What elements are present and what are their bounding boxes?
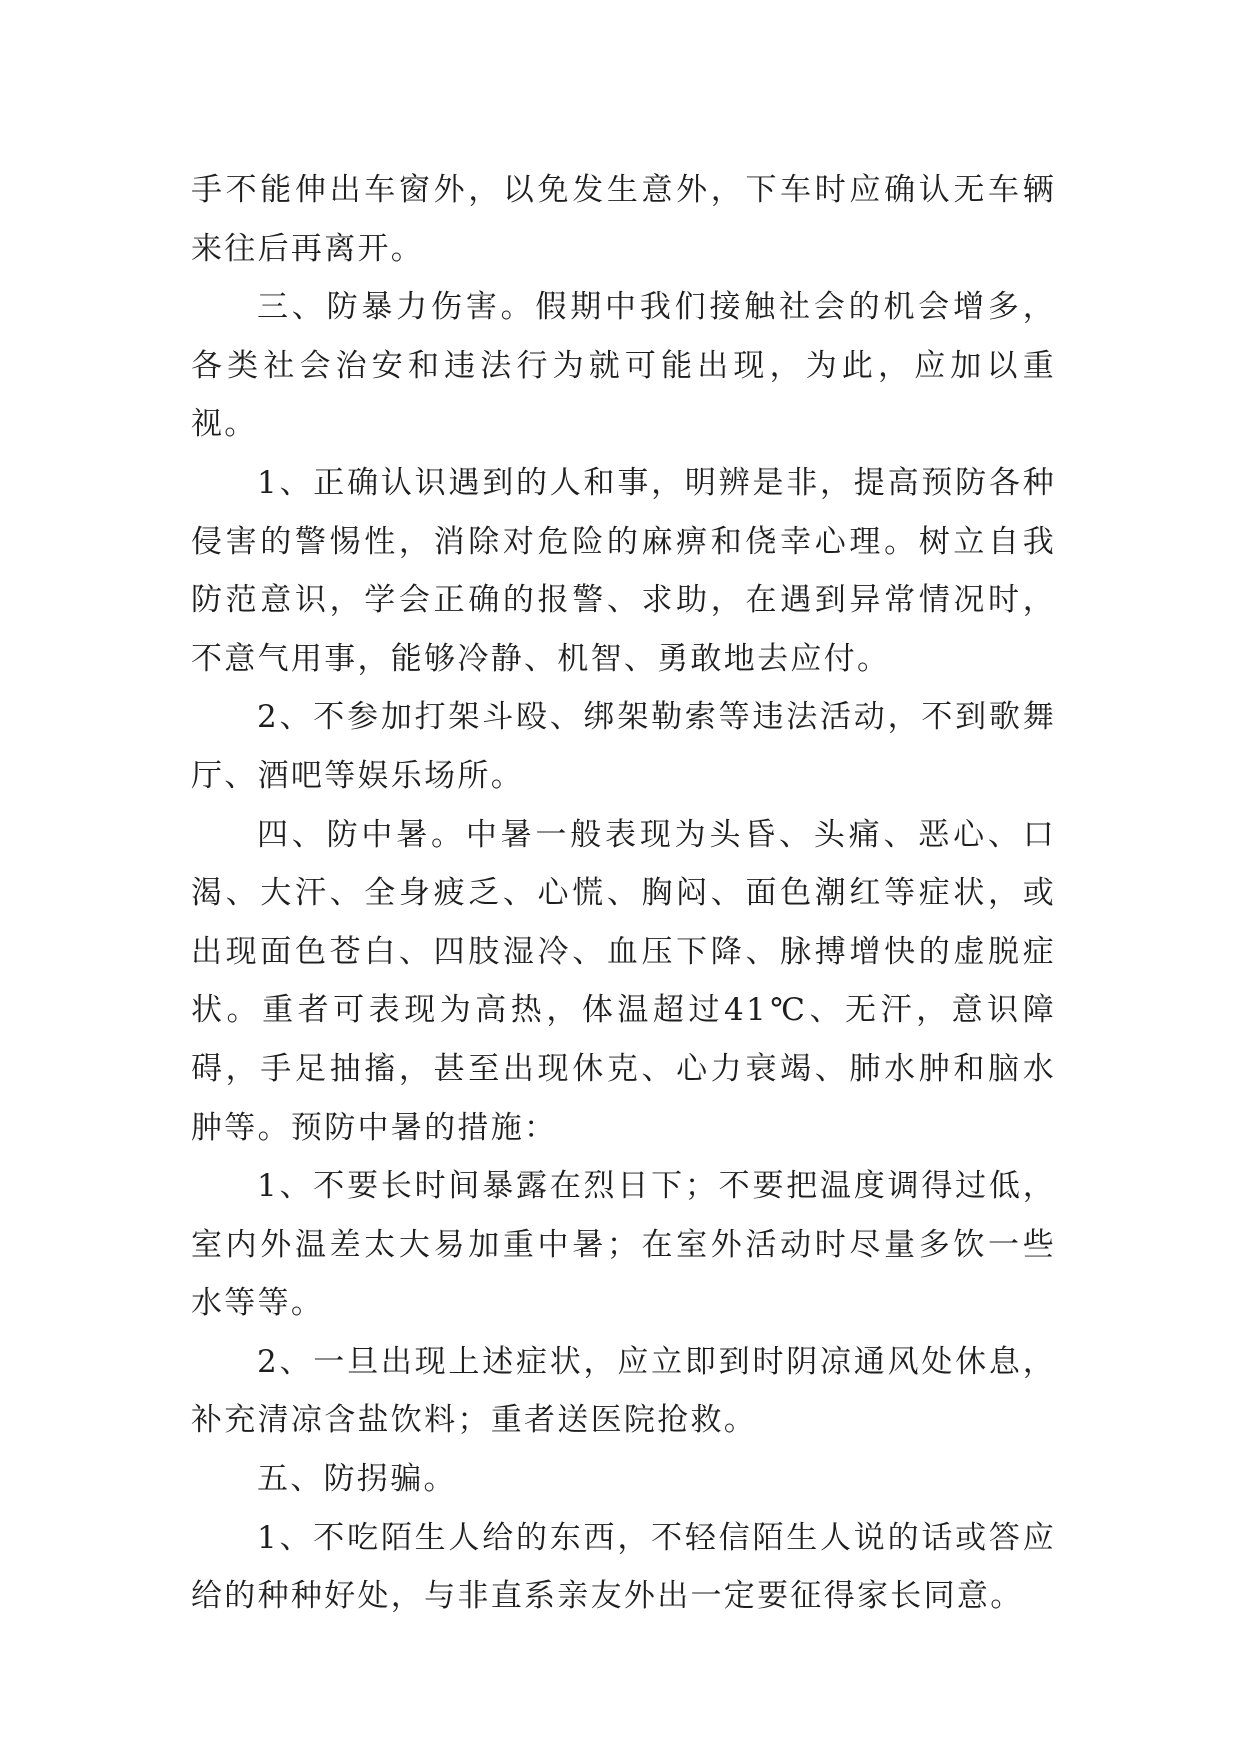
paragraph-violence-heading: 三、防暴力伤害。假期中我们接触社会的机会增多，各类社会治安和违法行为就可能出现，为此，应加以重视。 [191,289,1056,443]
paragraph-heatstroke-item-1: 1、不要长时间暴露在烈日下；不要把温度调得过低，室内外温差太大易加重中暑；在室外活动时尽量多饮一些水等等。 [191,1168,1056,1322]
paragraph-heatstroke-item-2: 2、一旦出现上述症状，应立即到时阴凉通风处休息，补充清凉含盐饮料；重者送医院抢救。 [191,1343,1056,1439]
paragraph-violence-item-1: 1、正确认识遇到的人和事，明辨是非，提高预防各种侵害的警惕性，消除对危险的麻痹和侥幸心理。树立自我防范意识，学会正确的报警、求助，在遇到异常情况时，不意气用事，能够冷静、机智、勇敢地去应付。 [191,464,1056,677]
paragraph-violence-item-2: 2、不参加打架斗殴、绑架勒索等违法活动，不到歌舞厅、酒吧等娱乐场所。 [191,699,1056,794]
paragraph-vehicle-safety-continued: 手不能伸出车窗外，以免发生意外，下车时应确认无车辆来往后再离开。 [191,172,1056,267]
document-body [191,161,1056,1626]
paragraph-heatstroke-heading: 四、防中暑。中暑一般表现为头昏、头痛、恶心、口渴、大汗、全身疲乏、心慌、胸闷、面色潮红等症状，或出现面色苍白、四肢湿冷、血压下降、脉搏增快的虚脱症状。重者可表现为高热，体温超过41℃、无汗，意识障碍，手足抽搐，甚至出现休克、心力衰竭、肺水肿和脑水肿等。预防中暑的措施： [191,816,1056,1146]
paragraph-abduction-item-1: 1、不吃陌生人给的东西，不轻信陌生人说的话或答应给的种种好处，与非直系亲友外出一定要征得家长同意。 [191,1519,1056,1615]
paragraph-abduction-heading: 五、防拐骗。 [257,1461,457,1498]
